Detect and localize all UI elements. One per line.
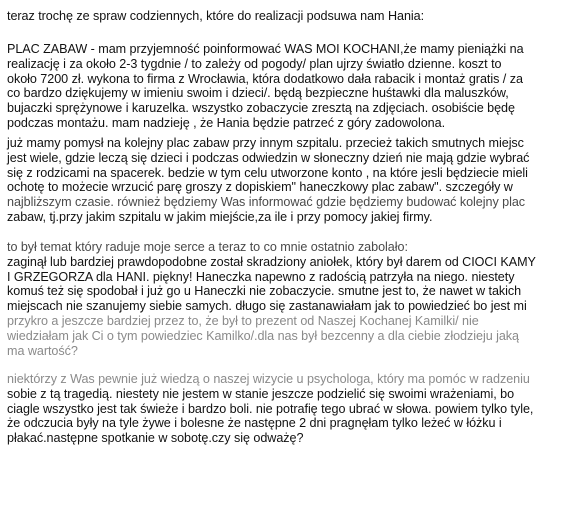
text-line: to był temat który raduje moje serce a teraz to co mnie ostatnio zabolało: [7,240,408,254]
new-playground-paragraph [7,136,575,225]
text-line: ciagle wszystko jest tak świeże i bardzo boli. nie potrafię tego ubrać w słowa. powiem tylko tyle, [7,401,534,416]
text-line: sobie z tą tragedią. niestety nie jestem w stanie jeszcze podzielić się swoimi wrażeniami, bo [7,386,515,401]
text-line: niektórzy z Was pewnie już wiedzą o naszej wizycie u psychologa, który ma pomóc w radzeniu [7,372,530,386]
text-line: I GRZEGORZA dla HANI. piękny! Haneczka napewno z radością patrzyła na niego. niestety [7,269,515,284]
text-line: jest wiele, gdzie leczą się dzieci i podczas odwiedzin w słoneczny dzień nie mają gdzie wybrać [7,150,530,165]
text-line: ochotę to możecie wrzucić parę groszy z dopiskiem" haneczkowy plac zabaw". szczegóły w [7,180,513,195]
text-line: zabaw, tj.przy jakim szpitalu w jakim miejście,za ile i przy pomocy jakiej firmy. [7,209,433,224]
text-line: już mamy pomysł na kolejny plac zabaw przy innym szpitalu. przecież takich smutnych miejsc [7,136,524,150]
intro-text [7,9,575,24]
text-line: podczas montażu. mam nadzieję , że Hania będzie patrzeć z góry zadowolona. [7,115,446,130]
text-line: przykro a jeszcze bardziej przez to, że był to prezent od Naszej Kochanej Kamilki/ nie [7,313,479,328]
text-line: komuś też się spodobał i już go u Haneczki nie zobaczycie. smutne jest to, że nawet w takich [7,284,522,299]
text-line: płakać.następne spotkanie w sobotę.czy się odważę? [7,431,304,446]
text-line: co bardzo dziękujemy w imieniu swoim i dzieci/. będą bezpieczne huśtawki dla maluszków, [7,86,509,101]
text-line: wiedziałam jak Ci o tym powiedziec Kamilko/.dla nas był bezcenny a dla ciebie złodzieju jaką [7,328,519,343]
text-line: najbliższym czasie. również będziemy Was informować gdzie będziemy budować kolejny plac [7,195,526,210]
text-line: bujaczki sprężynowe i karuzelka. wszystko zobaczycie zresztą na zdjęciach. osobiście będę [7,101,515,116]
text-line: się z rodzicami na spacerek. bedzie w tym celu utworzone konto , na które jesli będziecie mieli [7,165,528,180]
intro-line: teraz trochę ze spraw codziennych, które do realizacji podsuwa nam Hania: [7,9,425,23]
text-line: ma wartość? [7,343,78,358]
angel-paragraph [7,240,575,358]
text-line: miejscach nie szanujemy siebie samych. długo się zastanawiałam jak to powiedzieć bo jest mi [7,299,527,314]
text-line: PLAC ZABAW - mam przyjemność poinformować WAS MOI KOCHANI,że mamy pieniążki na [7,42,524,56]
text-line: realizację i za około 2-3 tygdnie / to zależy od pogody/ plan ujrzy światło dzienne. koszt to [7,56,502,71]
text-line: zaginął lub bardziej prawdopodobne został skradziony aniołek, który był darem od CIOCI KAMY [7,254,536,269]
playground-paragraph [7,42,575,131]
text-line: około 7200 zł. wykona to firma z Wrocławia, która dodatkowo dała rabacik i montaż gratis / za [7,71,523,86]
text-line: że odczucia były na tyle żywe i bolesne że następne 2 dni pragnęłam tylko leżeć w łóżku i [7,416,502,431]
psychologist-paragraph [7,372,575,446]
